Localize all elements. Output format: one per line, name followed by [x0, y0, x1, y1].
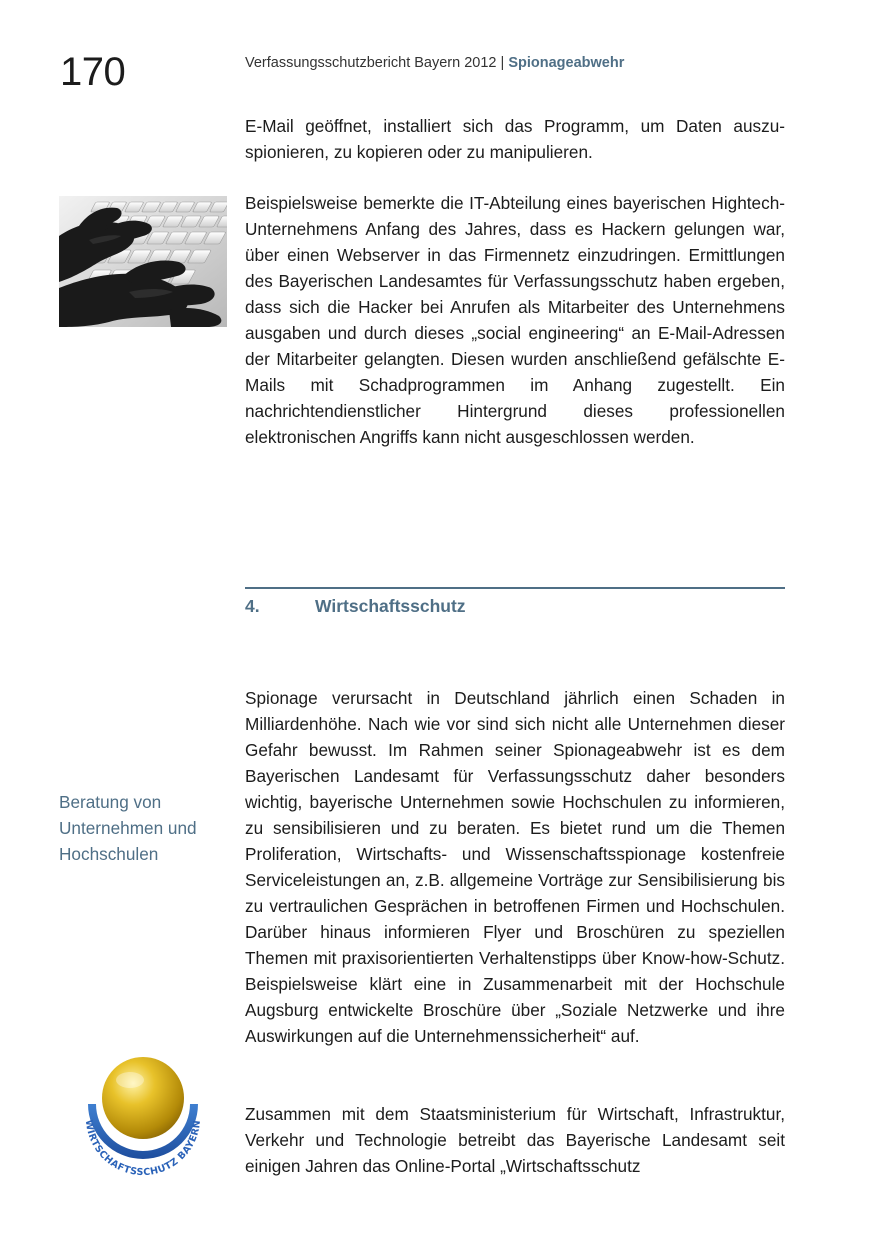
keyboard-gloves-image	[59, 196, 227, 327]
header-section: Spionageabwehr	[508, 55, 625, 71]
section-title: Wirtschaftsschutz	[315, 596, 466, 616]
paragraph-3: Spionage verursacht in Deutschland jährlich einen Schaden in Milliardenhöhe. Nach wie vor sind sich nicht alle Unternehmen dieser Gefahr bewusst. Im Rahmen seiner Spionageabwehr ist es dem Bayerischen Landesamt für Verfassungsschutz daher besonders wichtig, bayerische Unternehmen sowie Hochschulen zu informieren, zu sensibilisieren und zu beraten. Es bietet rund um die Themen Proliferation, Wirtschafts- und Wissenschaftsspionage kostenfreie Serviceleistungen an, z.B. allgemeine Vorträge zur Sensibilisierung bis zu vertraulichen Gesprächen in betroffenen Firmen und Hochschulen. Darüber hinaus informieren Flyer und Broschüren zu speziellen Themen mit praxisorientierten Verhaltenstipps über Know-how-Schutz. Beispielsweise klärt eine in Zusammenarbeit mit der Hochschule Augsburg entwickelte Broschüre über „Soziale Netzwerke und ihre Auswirkungen auf die Unternehmenssicherheit“ auf.	[245, 688, 785, 1046]
logo-text: WIRTSCHAFTSSCHUTZ BAYERN	[82, 1119, 204, 1177]
header-separator: |	[500, 55, 505, 71]
page-number: 170	[60, 50, 126, 94]
hacker-keyboard-photo	[59, 196, 227, 327]
section-divider	[245, 587, 785, 589]
paragraph-4: Zusammen mit dem Staatsministerium für Wirtschaft, Infrastruktur, Verkehr und Technologie betreibt das Bayerische Landesamt seit einigen Jahren das Online-Portal „Wirtschaftsschutz	[245, 1104, 785, 1176]
margin-note: Beratung von Unternehmen und Hochschulen	[59, 792, 197, 864]
section-heading	[245, 596, 466, 617]
paragraph-2: Beispielsweise bemerkte die IT-Abteilung eines bayerischen Hightech-Unternehmens Anfang des Jahres, dass es Hackern gelungen war, über einen Webserver in das Firmennetz einzudringen. Ermittlungen des Bayerischen Landesamtes für Verfassungsschutz haben ergeben, dass sich die Hacker bei Anrufen als Mitarbeiter des Unternehmens ausgaben und durch dieses „social engineering“ an E-Mail-Adressen der Mitarbeiter gelangten. Diesen wurden anschließend gefälschte E-Mails mit Schadprogrammen im Anhang zugestellt. Ein nachrichtendienstlicher Hintergrund dieses professionellen elektronischen Angriffs kann nicht ausgeschlossen werden.	[245, 193, 785, 447]
publication-title: Verfassungsschutzbericht Bayern 2012	[245, 55, 497, 71]
running-header	[245, 55, 624, 71]
logo-emblem	[78, 1052, 208, 1177]
wirtschaftsschutz-logo	[78, 1052, 208, 1177]
paragraph-1: E-Mail geöffnet, installiert sich das Programm, um Daten auszuspionieren, zu kopieren oder zu manipulieren.	[245, 116, 785, 162]
gold-sphere	[102, 1057, 184, 1139]
section-number: 4.	[245, 596, 260, 616]
